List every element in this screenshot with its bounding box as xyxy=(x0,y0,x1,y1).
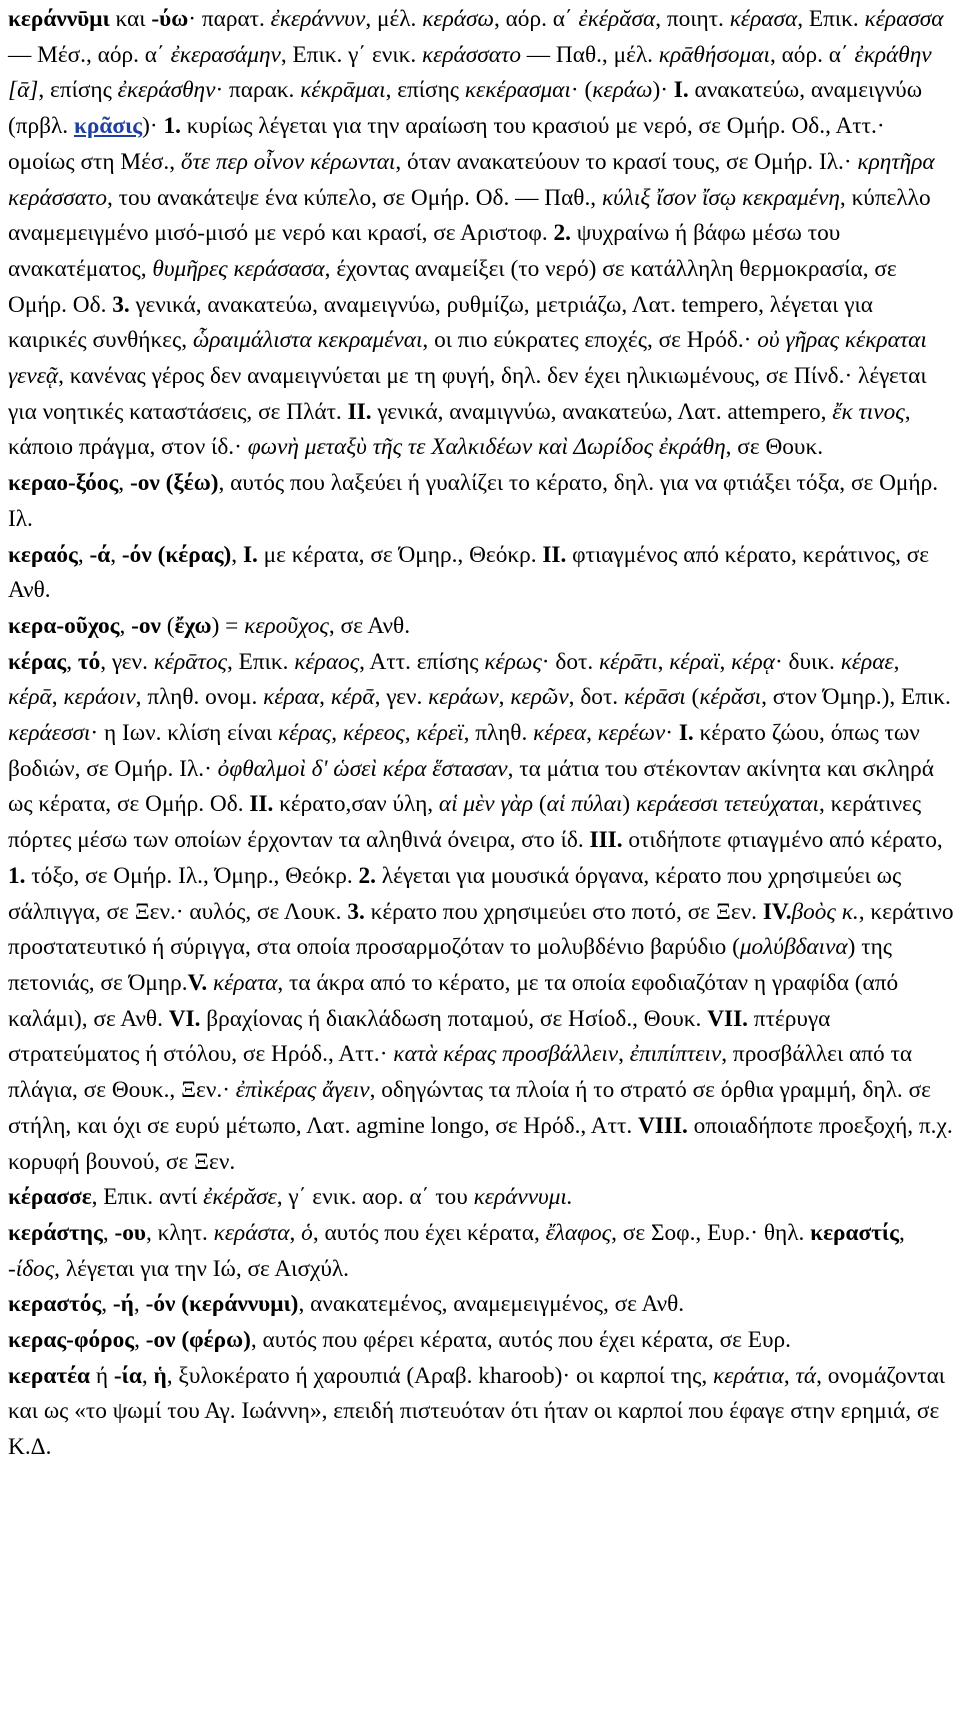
bold-text: I. xyxy=(678,720,694,747)
italic-text: ὧραιμάλιστα κεκραμέναι xyxy=(192,327,423,354)
italic-text: κρητῆρα κεράσσατο xyxy=(8,148,935,211)
entry-text: , γεν. xyxy=(100,648,154,675)
italic-text: φωνὴ μεταξὺ τῆς τε Χαλκιδέων καὶ Δωρίδος ἐκράθη xyxy=(247,434,726,461)
entry-text: , γ΄ ενικ. αορ. α΄ του xyxy=(276,1184,474,1211)
entry-text: , ανακατεμένος, αναμεμειγμένος, σε Ανθ. xyxy=(298,1291,685,1318)
entry-text: , Αττ. επίσης xyxy=(359,648,485,675)
bold-text: κεραο-ξόος xyxy=(8,470,119,497)
bold-text: κέρασσε xyxy=(8,1184,92,1211)
italic-text: κεράσω xyxy=(422,6,494,32)
entry-text: βραχίονας ή διακλάδωση ποταμού, σε Ησίοδ., Θουκ. xyxy=(200,1005,708,1032)
entry-text: , γεν. xyxy=(374,684,429,711)
entry-text: , xyxy=(783,1362,796,1389)
italic-text: τά xyxy=(795,1362,817,1389)
bold-text: II. xyxy=(347,398,372,425)
italic-text: ὀφθαλμοὶ δ' ὡσεὶ κέρα ἕστασαν xyxy=(217,755,508,782)
entry-text: , οι πιο εύκρατες εποχές, σε Ηρόδ.· xyxy=(422,327,758,354)
italic-text: κέρᾱ xyxy=(8,684,52,711)
entry-text: , xyxy=(586,720,598,747)
italic-text: κεράστα xyxy=(213,1219,290,1246)
entry-text: , Επικ. xyxy=(797,6,865,32)
entry-text: , xyxy=(66,648,78,675)
entry-text: ή xyxy=(90,1362,114,1389)
entry-text: , επίσης xyxy=(38,77,118,104)
bold-text: κεραστός xyxy=(8,1291,102,1318)
entry-text: , xyxy=(141,1362,154,1389)
entry-text: , xyxy=(331,720,343,747)
bold-text: 1. xyxy=(8,862,26,889)
entry-text: · δοτ. xyxy=(541,648,599,675)
bold-text: 3. xyxy=(347,898,365,925)
italic-text: κεράεσσι xyxy=(8,720,91,747)
entry-text: ) = xyxy=(211,612,245,639)
entry-text: , σε Σοφ., Ευρ.· θηλ. xyxy=(611,1219,811,1246)
italic-text: κέρᾱ xyxy=(330,684,375,711)
entry-text: , xyxy=(404,720,417,747)
bold-text: -ον xyxy=(129,470,160,497)
bold-text: V. xyxy=(187,969,208,996)
bold-text: 1. xyxy=(163,113,181,140)
italic-text: κέραα xyxy=(263,684,320,711)
italic-text: ἐπὶκέρας ἄγειν xyxy=(235,1077,370,1104)
entry-text: , xyxy=(119,612,132,639)
entry-text: πτέρυγα στρατεύματος ή στόλου, σε Ηρόδ., Αττ.· xyxy=(8,1005,831,1068)
italic-text: κέρεος xyxy=(342,720,405,747)
bold-text: (ξέω) xyxy=(165,470,219,497)
bold-text: 3. xyxy=(112,291,130,318)
entry-text: , πληθ. xyxy=(463,720,534,747)
italic-text: αἱ μὲν γὰρ xyxy=(438,791,534,818)
entry-text: , αόρ. α΄ xyxy=(769,41,855,68)
entry-text: , xyxy=(657,648,670,675)
entry-text: · η Ιων. κλίση είναι xyxy=(90,720,279,747)
entry-text: , ονομάζονται και ως «το ψωμί του Αγ. Ιωάννη», επειδή πιστευόταν ότι ήταν οι καρποί που έφαγε στην ερημιά, σε Κ.Δ. xyxy=(8,1362,946,1461)
bold-text: -ύω xyxy=(151,6,189,32)
entry-text: κυρίως λέγεται για την αραίωση του κρασιού με νερό, σε Ομήρ. Οδ., Αττ.· ομοίως στη Μέσ., xyxy=(8,113,885,175)
bold-text: -ου xyxy=(114,1219,146,1246)
entry-text: , xyxy=(77,541,90,568)
italic-text: κέρεϊ xyxy=(416,720,464,747)
entry-text: , xyxy=(118,470,130,497)
bold-text: 2. xyxy=(358,862,376,889)
bold-text: III. xyxy=(589,827,623,854)
entry-text: κέρατο,σαν ύλη, xyxy=(273,791,439,818)
italic-text: κέρᾱσι xyxy=(623,684,686,711)
entry-text: ( xyxy=(685,684,700,711)
italic-text: κεράω xyxy=(592,77,653,104)
entry-text: , xyxy=(498,684,511,711)
entry-text: — Παθ., μέλ. xyxy=(520,41,659,68)
entry-text: , μέλ. xyxy=(365,6,423,32)
entry-text: , xyxy=(289,1219,302,1246)
italic-text: κεράτια xyxy=(713,1362,784,1389)
entry-text: , κεράτινες πόρτες μέσω των οποίων έρχονταν τα αληθινά όνειρα, στο ίδ. xyxy=(8,791,922,854)
italic-text: ὁ xyxy=(301,1219,313,1246)
entry-text: , επίσης xyxy=(385,77,465,104)
italic-text: κέραος xyxy=(294,648,360,675)
italic-text: κέρασα xyxy=(729,6,798,32)
entry-text: , ποιητ. xyxy=(655,6,730,32)
italic-text: κεράσσατο xyxy=(422,41,521,68)
bold-text: κεραστίς xyxy=(810,1219,899,1246)
bold-text: κερατέα xyxy=(8,1362,91,1389)
dictionary-page xyxy=(0,2,960,1466)
entry-text: , xyxy=(893,648,900,675)
entry-text: γενικά, αναμιγνύω, ανακατεύω, Λατ. attempero, xyxy=(371,398,833,425)
entry-text: ( xyxy=(533,791,547,818)
italic-text: κέρας xyxy=(278,720,332,747)
entry-text: , στον Όμηρ.), Επικ. xyxy=(761,684,951,711)
italic-text: κέρατα xyxy=(213,969,278,996)
bold-text: -ον xyxy=(145,1327,176,1354)
bold-text: -ά xyxy=(89,541,111,568)
bold-text: (φέρω) xyxy=(181,1327,251,1354)
entry-text: ) xyxy=(622,791,636,818)
bold-text: κεράννῡμι xyxy=(8,6,110,32)
entry-text: , πληθ. ονομ. xyxy=(135,684,264,711)
bold-text: VIII. xyxy=(638,1112,688,1139)
entry-text: , κάποιο πράγμα, στον ίδ.· xyxy=(8,398,911,461)
italic-text: οὐ γῆρας κέκραται γενεᾷ xyxy=(8,327,927,390)
italic-text: ἐκέρᾰσα xyxy=(578,6,656,32)
entry-text: , τα μάτια του στέκονταν ακίνητα και σκληρά ως κέρατα, σε Ομήρ. Οδ. xyxy=(8,755,934,818)
bold-text: κερα-οῦχος xyxy=(8,612,120,639)
entry-text: , όταν ανακατεύουν το κρασί τους, σε Ομήρ. Ιλ.· xyxy=(395,148,858,175)
italic-text: κεράννυμι. xyxy=(473,1184,573,1211)
italic-text: ἔκ τινος xyxy=(832,398,905,425)
italic-text: κέρασσα xyxy=(864,6,944,32)
italic-text: κέραε xyxy=(840,648,894,675)
bold-text: VII. xyxy=(707,1005,748,1032)
italic-text: κέρως xyxy=(484,648,542,675)
entry-text: , xyxy=(618,1041,630,1068)
bold-text: I. xyxy=(673,77,689,104)
entry-text: , αυτός που έχει κέρατα, xyxy=(312,1219,546,1246)
entry-text: , κεράτινο προστατευτικό ή σύριγγα, στα οποία προσαρμοζόταν το μολυβδένιο βαρύδιο ( xyxy=(8,898,954,961)
entry-text: , xyxy=(101,1291,113,1318)
entry-text: — Μέσ., αόρ. α΄ xyxy=(8,41,171,68)
dictionary-entry-kerastos xyxy=(8,1287,954,1323)
entry-text: , ξυλοκέρατο ή χαρουπιά (Αραβ. kharoob)· οι καρποί της, xyxy=(166,1362,714,1389)
dictionary-entry-keraos xyxy=(8,538,954,609)
entry-text: , κανένας γέρος δεν αναμειγνύεται με τη φυγή, δηλ. δεν έχει ηλικιωμένους, σε Πίνδ.· λέγεται για νοητικές καταστάσεις, σε Πλάτ. xyxy=(8,363,927,425)
entry-text: , xyxy=(898,1219,905,1246)
italic-text: κεροῦχος xyxy=(244,612,329,639)
italic-text: ἐκερασάμην xyxy=(170,41,281,68)
entry-text: ( xyxy=(160,612,175,639)
italic-text: κέρᾱτι xyxy=(599,648,658,675)
bold-text: -όν xyxy=(145,1291,176,1318)
italic-text: αἱ πύλαι xyxy=(546,791,623,818)
entry-text: , έχοντας αναμείξει (το νερό) σε κατάλληλη θερμοκρασία, σε Ομήρ. Οδ. xyxy=(8,255,897,318)
entry-text: γενικά, ανακατεύω, αναμειγνύω, ρυθμίζω, μετριάζω, Λατ. tempero, λέγεται για καιρικές συνθήκες, xyxy=(8,291,873,354)
entry-text: , xyxy=(231,541,243,568)
dictionary-entry-keras-foros xyxy=(8,1323,954,1359)
italic-text: κεράων xyxy=(428,684,499,711)
bold-text: IV. xyxy=(762,898,792,925)
italic-text: κεράοιν xyxy=(63,684,136,711)
entry-text: λέγεται για μουσικά όργανα, κέρατο που χρησιμεύει ως σάλπιγγα, σε Ξεν.· αυλός, σε Λουκ. xyxy=(8,862,902,925)
bold-text: -ία xyxy=(113,1362,142,1389)
entry-text: )· xyxy=(652,77,674,104)
entry-text: , κύπελλο αναμεμειγμένο μισό-μισό με νερό και κρασί, σε Αριστοφ. xyxy=(8,184,931,247)
entry-text: φτιαγμένος από κέρατο, κεράτινος, σε Ανθ. xyxy=(8,541,930,604)
italic-text: κέρᾰσι xyxy=(699,684,762,711)
italic-text: κέρεα xyxy=(533,720,587,747)
entry-text: , xyxy=(719,648,732,675)
entry-text: · δυικ. xyxy=(774,648,841,675)
entry-text: , xyxy=(134,1327,146,1354)
italic-text: κατὰ κέρας προσβάλλειν xyxy=(393,1041,619,1068)
entry-text: τόξο, σε Ομήρ. Ιλ., Όμηρ., Θεόκρ. xyxy=(25,862,359,889)
entry-text: , κλητ. xyxy=(145,1219,214,1246)
italic-text: κεκέρασμαι xyxy=(464,77,571,104)
bold-text: -ον xyxy=(131,612,161,639)
entry-text: ανακατεύω, αναμειγνύω (πρβλ. xyxy=(8,77,923,140)
entry-text: και xyxy=(109,6,152,32)
entry-text: , προσβάλλει από τα πλάγια, σε Θουκ., Ξεν.· xyxy=(8,1041,913,1104)
dictionary-entry-keras xyxy=(8,645,954,1181)
italic-text: κέκρᾱμαι xyxy=(300,77,386,104)
bold-text: κεράστης xyxy=(8,1219,103,1246)
entry-text: οποιαδήποτε προεξοχή, π.χ. κορυφή βουνού, σε Ξεν. xyxy=(8,1112,953,1175)
dictionary-entry-kera-ouchos xyxy=(8,609,954,645)
entry-text: , Επικ. γ΄ ενικ. xyxy=(280,41,422,68)
italic-text: θυμῆρες κεράσασα xyxy=(152,255,325,282)
dictionary-entry-keratea xyxy=(8,1359,954,1466)
italic-text: ἐκεράννυν xyxy=(270,6,366,32)
italic-text: κέραϊ xyxy=(669,648,720,675)
italic-text: ἐκράθην [ᾱ] xyxy=(8,41,932,104)
italic-text: κεράεσσι τετεύχαται xyxy=(635,791,819,818)
italic-text: ἐπιπίπτειν xyxy=(629,1041,722,1068)
entry-text: , αυτός που φέρει κέρατα, αυτός που έχει κέρατα, σε Ευρ. xyxy=(250,1327,791,1354)
dictionary-entry-kerastes xyxy=(8,1216,954,1287)
entry-text: ) της πετονιάς, σε Όμηρ. xyxy=(8,934,893,996)
italic-text: μολύβδαινα xyxy=(739,934,848,961)
italic-text: κερῶν xyxy=(510,684,569,711)
entry-text: , σε Θουκ. xyxy=(725,434,824,461)
italic-text: ἐκεράσθην xyxy=(117,77,216,104)
entry-text: , λέγεται για την Ιώ, σε Αισχύλ. xyxy=(54,1255,350,1282)
entry-text: , οδηγώντας τα πλοία ή το στρατό σε όρθια γραμμή, δηλ. σε στήλη, και όχι σε ευρύ μέτωπο, Λατ. agmine longo, σε Ηρόδ., Αττ. xyxy=(8,1077,931,1139)
entry-text: , xyxy=(133,1291,146,1318)
entry-text: , αόρ. α΄ xyxy=(493,6,579,32)
bold-text: κερας-φόρος xyxy=(8,1327,135,1354)
bold-text: κέρας xyxy=(8,648,67,675)
italic-text: κύλιξ ἴσον ἴσῳ κεκραμένη xyxy=(601,184,840,211)
entry-text: · παρακ. xyxy=(215,77,301,104)
bold-text: (κέρας) xyxy=(157,541,232,568)
entry-text: , xyxy=(319,684,331,711)
entry-text: ψυχραίνω ή βάφω μέσω του ανακατέματος, xyxy=(8,220,841,282)
entry-text: , αυτός που λαξεύει ή γυαλίζει το κέρατο, δηλ. για να φτιάξει τόξα, σε Ομήρ. Ιλ. xyxy=(8,470,939,532)
italic-text: κέρᾱτος xyxy=(153,648,227,675)
entry-text: · xyxy=(665,720,679,747)
bold-text: ἡ xyxy=(153,1362,167,1389)
italic-text: ἔλαφος xyxy=(545,1219,612,1246)
entry-text: , σε Ανθ. xyxy=(328,612,411,639)
entry-text: , xyxy=(102,1219,115,1246)
italic-text: ἐκέρᾰσε xyxy=(203,1184,277,1211)
entry-text: , xyxy=(110,541,122,568)
dictionary-entry-kerannymi xyxy=(8,2,954,466)
bold-text: II. xyxy=(542,541,567,568)
cross-reference-link[interactable]: κρᾶσις xyxy=(73,113,143,140)
bold-text: (κεράννυμι) xyxy=(181,1291,299,1318)
entry-text: κέρατο ζώου, όπως των βοδιών, σε Ομήρ. Ιλ.· xyxy=(8,720,920,782)
dictionary-entry-kerasse xyxy=(8,1180,954,1216)
entry-text: · παρατ. xyxy=(188,6,271,32)
italic-text: ὅτε περ οἶνον κέρωνται xyxy=(180,148,396,175)
entry-text: κέρατο που χρησιμεύει στο ποτό, σε Ξεν. xyxy=(364,898,763,925)
italic-text: -ίδος xyxy=(8,1255,55,1282)
bold-text: -ή xyxy=(112,1291,134,1318)
entry-text: , Επικ. xyxy=(226,648,295,675)
bold-text: VI. xyxy=(168,1005,201,1032)
entry-text: , Επικ. αντί xyxy=(91,1184,204,1211)
bold-text: ἔχω xyxy=(174,612,212,639)
bold-text: 2. xyxy=(553,220,571,247)
dictionary-entry-kerao-xoos xyxy=(8,466,954,537)
entry-text: , του ανακάτεψε ένα κύπελο, σε Ομήρ. Οδ. — Παθ., xyxy=(106,184,602,211)
entry-text: · ( xyxy=(570,77,593,104)
bold-text: II. xyxy=(249,791,274,818)
entry-text: , τα άκρα από το κέρατο, με τα οποία εφοδιαζόταν η γραφίδα (από καλάμι), σε Ανθ. xyxy=(8,969,899,1032)
italic-text: βοὸς κ. xyxy=(791,898,859,925)
entry-text: οτιδήποτε φτιαγμένο από κέρατο, xyxy=(622,827,943,854)
italic-text: κέρᾳ xyxy=(731,648,775,675)
italic-text: κερέων xyxy=(597,720,666,747)
bold-text: κεραός xyxy=(8,541,78,568)
italic-text: κρᾱθήσομαι xyxy=(658,41,770,68)
bold-text: I. xyxy=(242,541,258,568)
entry-text: , xyxy=(51,684,64,711)
bold-text: -όν xyxy=(121,541,152,568)
entry-text: , δοτ. xyxy=(568,684,624,711)
entry-text: με κέρατα, σε Όμηρ., Θεόκρ. xyxy=(257,541,543,568)
bold-text: τό xyxy=(77,648,101,675)
entry-text: )· xyxy=(142,113,164,140)
